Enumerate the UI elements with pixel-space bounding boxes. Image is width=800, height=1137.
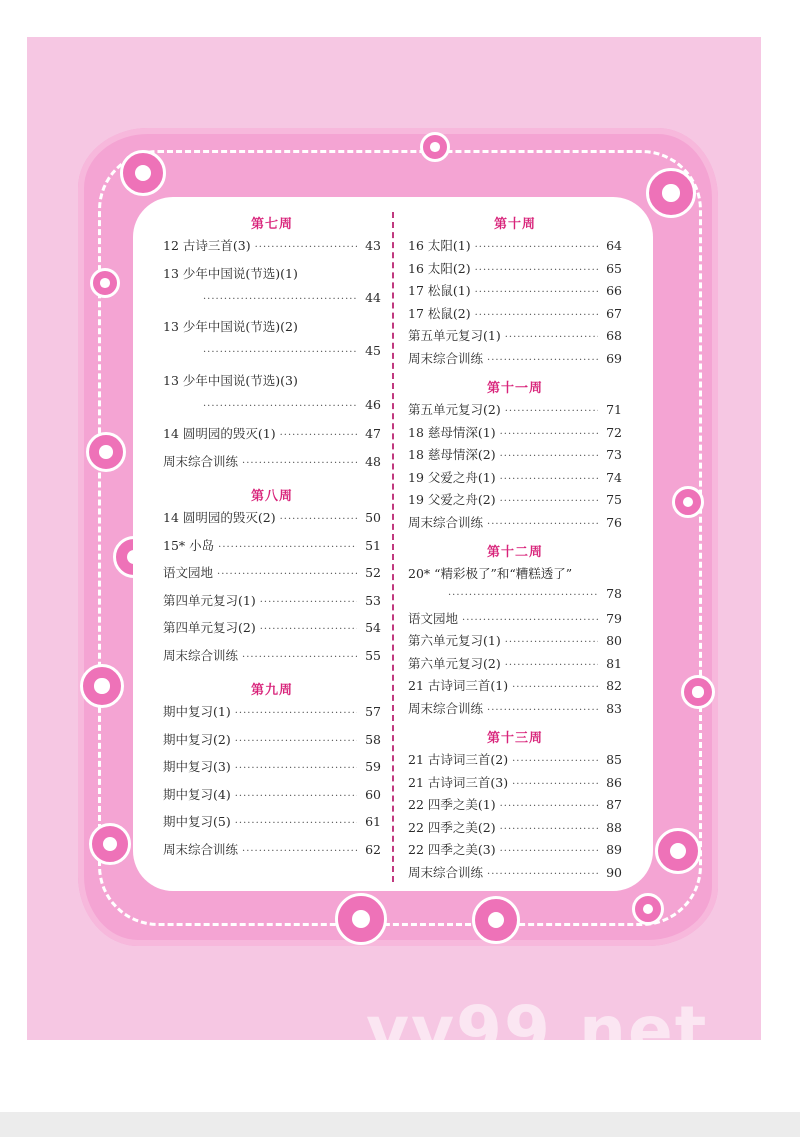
leader-dots (242, 458, 357, 469)
toc-entry-title: 第五单元复习(2) (408, 402, 501, 417)
leader-dots (255, 242, 357, 253)
leader-dots (487, 519, 598, 530)
toc-page-number: 90 (606, 864, 622, 880)
week-heading: 第九周 (250, 683, 293, 698)
toc-page-number: 43 (365, 238, 381, 253)
toc-entry[interactable] (408, 654, 622, 677)
toc-page-number: 83 (606, 700, 622, 716)
toc-entry-title: 12 古诗三首(3) (163, 238, 251, 253)
leader-dots (487, 869, 598, 880)
week-heading: 第十三周 (486, 731, 543, 746)
toc-page-number: 44 (365, 289, 381, 305)
toc-entry[interactable] (408, 676, 622, 699)
toc-entry-title: 周末综合训练 (408, 514, 484, 530)
toc-entry[interactable] (408, 863, 622, 886)
toc-page-number: 75 (606, 492, 622, 507)
circle-decoration-icon (655, 828, 701, 874)
toc-entry[interactable] (163, 563, 381, 591)
toc-entry-title: 第六单元复习(2) (408, 655, 501, 671)
toc-page-number: 66 (606, 283, 622, 298)
leader-dots (500, 474, 598, 485)
toc-entry-title: 16 太阳(2) (408, 260, 471, 276)
toc-page-number: 53 (365, 592, 381, 608)
leader-dots (505, 660, 598, 671)
toc-entry[interactable] (408, 468, 622, 491)
toc-entry-title: 期中复习(1) (163, 704, 231, 719)
leader-dots (280, 430, 357, 441)
toc-page-number: 48 (365, 453, 381, 469)
week-heading: 第八周 (250, 489, 293, 504)
leader-dots (242, 652, 357, 663)
toc-entry[interactable] (408, 490, 622, 513)
toc-entry-title: 16 太阳(1) (408, 238, 471, 253)
toc-entry[interactable] (408, 236, 622, 259)
leader-dots (475, 265, 598, 276)
watermark: vv99.net (366, 992, 709, 1069)
circle-decoration-icon (420, 132, 450, 162)
bottom-scroll-bar (0, 1112, 800, 1137)
leader-dots (512, 779, 598, 790)
leader-dots (475, 310, 598, 321)
toc-page-number: 57 (365, 704, 381, 719)
toc-page-number: 58 (365, 731, 381, 747)
leader-dots (260, 624, 357, 635)
toc-entry[interactable] (408, 281, 622, 304)
circle-decoration-icon (632, 893, 664, 925)
circle-decoration-icon (681, 675, 715, 709)
leader-dots (505, 332, 598, 343)
week-heading: 第十一周 (486, 381, 543, 396)
toc-entry-title: 期中复习(5) (163, 814, 231, 829)
toc-entry[interactable] (408, 304, 622, 327)
toc-entry-title: 22 四季之美(2) (408, 819, 496, 835)
leader-dots (512, 756, 598, 767)
toc-entry-title: 期中复习(3) (163, 759, 231, 774)
toc-entry[interactable] (408, 840, 622, 863)
leader-dots (203, 401, 357, 412)
toc-entry[interactable] (408, 818, 622, 841)
leader-dots (512, 682, 598, 693)
toc-entry-title: 周末综合训练 (408, 700, 484, 716)
toc-entry[interactable] (408, 400, 622, 423)
toc-entry[interactable] (163, 317, 381, 371)
leader-dots (475, 242, 598, 253)
leader-dots (235, 791, 357, 802)
toc-entry[interactable] (163, 785, 381, 813)
column-divider (392, 212, 394, 882)
toc-page-number: 76 (606, 514, 622, 530)
toc-entry[interactable] (163, 536, 381, 564)
toc-entry[interactable] (163, 452, 381, 480)
toc-entry-title: 19 父爱之舟(2) (408, 492, 496, 507)
toc-page-number: 74 (606, 469, 622, 485)
leader-dots (500, 451, 598, 462)
leader-dots (505, 637, 598, 648)
toc-page-number: 46 (365, 396, 381, 412)
toc-entry[interactable] (408, 631, 622, 654)
toc-entry[interactable] (163, 730, 381, 758)
toc-page-number: 78 (606, 586, 622, 601)
toc-entry[interactable] (163, 646, 381, 674)
toc-page-number: 62 (365, 841, 381, 857)
toc-entry[interactable] (408, 564, 622, 609)
toc-page-number: 81 (606, 655, 622, 671)
toc-entry[interactable] (408, 609, 622, 632)
toc-entry-title: 15* 小岛 (163, 537, 215, 553)
circle-decoration-icon (86, 432, 126, 472)
toc-page-number: 59 (365, 759, 381, 774)
toc-entry-title: 17 松鼠(2) (408, 305, 471, 321)
toc-entry-title: 21 古诗词三首(2) (408, 752, 509, 767)
toc-entry[interactable] (408, 423, 622, 446)
circle-decoration-icon (472, 896, 520, 944)
toc-entry[interactable] (163, 236, 381, 264)
leader-dots (217, 569, 357, 580)
toc-entry-title: 21 古诗词三首(1) (408, 678, 509, 693)
circle-decoration-icon (672, 486, 704, 518)
toc-page-number: 68 (606, 328, 622, 343)
leader-dots (487, 705, 598, 716)
toc-entry[interactable] (163, 264, 381, 318)
toc-page-number: 71 (606, 402, 622, 417)
toc-entry[interactable] (163, 371, 381, 425)
leader-dots (235, 818, 357, 829)
leader-dots (203, 347, 357, 358)
toc-entry[interactable] (408, 445, 622, 468)
toc-entry-title: 周末综合训练 (408, 864, 484, 880)
toc-page-number: 67 (606, 305, 622, 321)
circle-decoration-icon (89, 823, 131, 865)
toc-entry-title: 14 圆明园的毁灭(1) (163, 426, 276, 441)
toc-entry-title: 第五单元复习(1) (408, 328, 501, 343)
toc-entry-title: 第四单元复习(1) (163, 592, 256, 608)
toc-entry-title: 期中复习(4) (163, 786, 231, 802)
toc-entry-title: 21 古诗词三首(3) (408, 774, 509, 790)
toc-page-number: 52 (365, 565, 381, 580)
toc-entry[interactable] (408, 795, 622, 818)
toc-page-number: 45 (365, 343, 381, 358)
toc-left-column (163, 207, 381, 867)
toc-page-number: 50 (365, 510, 381, 525)
toc-page-number: 88 (606, 819, 622, 835)
circle-decoration-icon (646, 168, 696, 218)
toc-page-number: 80 (606, 633, 622, 648)
leader-dots (505, 406, 598, 417)
toc-page-number: 54 (365, 620, 381, 635)
toc-entry[interactable] (408, 259, 622, 282)
toc-entry-title: 22 四季之美(3) (408, 842, 496, 857)
toc-entry[interactable] (163, 702, 381, 730)
toc-page-number: 47 (365, 426, 381, 441)
toc-entry[interactable] (163, 812, 381, 840)
circle-decoration-icon (120, 150, 166, 196)
toc-page-number: 85 (606, 752, 622, 767)
toc-entry[interactable] (163, 840, 381, 868)
toc-entry-title: 13 少年中国说(节选)(3) (163, 372, 298, 388)
leader-dots (235, 763, 357, 774)
toc-entry-title: 19 父爱之舟(1) (408, 469, 496, 485)
toc-entry-title: 第四单元复习(2) (163, 620, 256, 635)
leader-dots (500, 824, 598, 835)
toc-entry[interactable] (163, 757, 381, 785)
toc-entry-title: 20* “精彩极了”和“糟糕透了” (408, 566, 573, 581)
toc-page-number: 79 (606, 610, 622, 626)
circle-decoration-icon (90, 268, 120, 298)
toc-entry-title: 语文园地 (163, 565, 214, 580)
toc-page-number: 72 (606, 424, 622, 440)
leader-dots (500, 429, 598, 440)
toc-page-number: 65 (606, 260, 622, 276)
toc-entry-title: 13 少年中国说(节选)(1) (163, 265, 298, 281)
leader-dots (235, 736, 357, 747)
leader-dots (500, 846, 598, 857)
week-heading: 第十二周 (486, 545, 543, 560)
leader-dots (487, 355, 598, 366)
toc-page-number: 60 (365, 786, 381, 802)
toc-entry-title: 18 慈母情深(1) (408, 424, 496, 440)
leader-dots (462, 615, 598, 626)
toc-entry-title: 22 四季之美(1) (408, 797, 496, 812)
leader-dots (242, 846, 357, 857)
toc-page-number: 51 (365, 537, 381, 553)
leader-dots (500, 496, 598, 507)
leader-dots (260, 597, 357, 608)
toc-entry[interactable] (408, 513, 622, 536)
leader-dots (500, 801, 598, 812)
leader-dots (203, 294, 357, 305)
toc-page-number: 73 (606, 447, 622, 462)
toc-entry[interactable] (163, 591, 381, 619)
week-heading: 第十周 (493, 217, 536, 232)
toc-entry[interactable] (408, 699, 622, 722)
week-heading: 第七周 (250, 217, 293, 232)
toc-page-number: 86 (606, 774, 622, 790)
leader-dots (475, 287, 598, 298)
leader-dots (448, 590, 598, 601)
toc-entry-title: 周末综合训练 (163, 841, 239, 857)
toc-entry-title: 17 松鼠(1) (408, 283, 471, 298)
toc-entry-title: 14 圆明园的毁灭(2) (163, 510, 276, 525)
toc-page-number: 64 (606, 238, 622, 253)
toc-entry[interactable] (408, 349, 622, 372)
leader-dots (235, 708, 357, 719)
toc-page-number: 87 (606, 797, 622, 812)
toc-entry-title: 周末综合训练 (408, 350, 484, 366)
toc-entry[interactable] (163, 618, 381, 646)
toc-entry-title: 周末综合训练 (163, 453, 239, 469)
toc-page-number: 89 (606, 842, 622, 857)
toc-entry-title: 周末综合训练 (163, 647, 239, 663)
toc-page-number: 61 (365, 814, 381, 829)
toc-entry-title: 期中复习(2) (163, 731, 231, 747)
toc-right-column (408, 207, 622, 885)
toc-page-number: 69 (606, 350, 622, 366)
toc-entry-title: 13 少年中国说(节选)(2) (163, 319, 298, 334)
circle-decoration-icon (335, 893, 387, 945)
toc-entry[interactable] (408, 773, 622, 796)
toc-entry[interactable] (163, 424, 381, 452)
toc-entry[interactable] (408, 326, 622, 349)
toc-page-number: 82 (606, 678, 622, 693)
toc-page-number: 55 (365, 647, 381, 663)
toc-entry-title: 18 慈母情深(2) (408, 447, 496, 462)
leader-dots (218, 542, 357, 553)
toc-entry-title: 第六单元复习(1) (408, 633, 501, 648)
toc-entry-title: 语文园地 (408, 610, 459, 626)
leader-dots (280, 514, 357, 525)
circle-decoration-icon (80, 664, 124, 708)
toc-entry[interactable] (163, 508, 381, 536)
toc-entry[interactable] (408, 750, 622, 773)
